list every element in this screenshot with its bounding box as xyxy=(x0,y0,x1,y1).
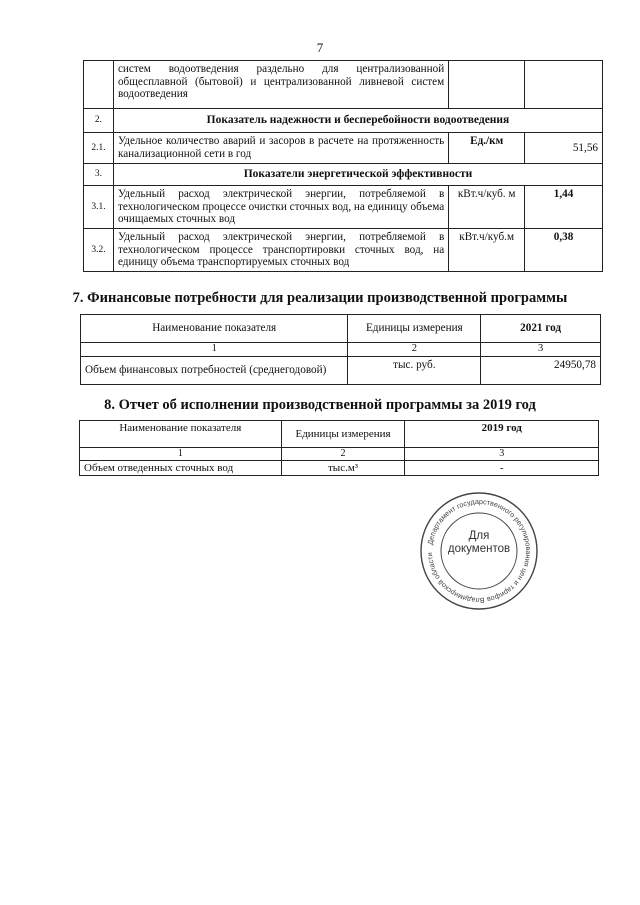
row-number: 2.1. xyxy=(84,133,114,164)
column-number: 1 xyxy=(81,343,348,357)
column-number: 3 xyxy=(481,343,601,357)
column-header: Единицы измерения xyxy=(281,421,405,448)
column-number: 2 xyxy=(281,448,405,461)
table-row xyxy=(84,186,603,229)
indicator-value: 0,38 xyxy=(525,229,603,272)
indicators-table xyxy=(83,60,603,272)
indicator-unit: Ед./км xyxy=(449,133,525,164)
indicator-name: Удельный расход электрической энергии, потребляемой в технологическом процессе транспортировки сточных вод, на единицу объема транспортируемых сточных вод xyxy=(113,229,448,272)
indicator-value: - xyxy=(405,461,599,476)
program-report-table xyxy=(79,420,599,476)
section-row xyxy=(84,164,603,186)
indicator-name: Удельный расход электрической энергии, потребляемой в технологическом процессе очистки сточных вод, на единицу объема очищаемых сточных вод xyxy=(113,186,448,229)
table-row xyxy=(81,356,601,384)
svg-text:Департамент государственного р: Департамент государственного регулирования цен и тарифов Владимирской области xyxy=(424,496,534,606)
stamp-center-text xyxy=(418,530,540,556)
indicator-unit: кВт.ч/куб. м xyxy=(449,186,525,229)
stamp-line: Для xyxy=(468,530,490,542)
indicator-value: 1,44 xyxy=(525,186,603,229)
table-row xyxy=(84,133,603,164)
column-header: Единицы измерения xyxy=(348,315,481,343)
table-row xyxy=(84,229,603,272)
column-number-row xyxy=(80,448,599,461)
table-row xyxy=(80,461,599,476)
indicator-unit: тыс.м³ xyxy=(281,461,405,476)
stamp-line: документов xyxy=(447,543,511,555)
column-number: 3 xyxy=(405,448,599,461)
page-number: 7 xyxy=(316,40,324,55)
indicator-value xyxy=(525,61,603,109)
section-row xyxy=(84,109,603,133)
section-title: Показатель надежности и бесперебойности водоотведения xyxy=(113,109,602,133)
section-number: 2. xyxy=(84,109,114,133)
table-row xyxy=(84,61,603,109)
indicator-unit xyxy=(449,61,525,109)
column-number-row xyxy=(81,343,601,357)
table-header-row xyxy=(81,315,601,343)
indicator-unit: кВт.ч/куб.м xyxy=(449,229,525,272)
row-number xyxy=(84,61,114,109)
indicator-value: 24950,78 xyxy=(481,356,601,384)
indicator-unit: тыс. руб. xyxy=(348,356,481,384)
column-header: 2021 год xyxy=(481,315,601,343)
column-header: Наименование показателя xyxy=(80,421,282,448)
indicator-name: Объем отведенных сточных вод xyxy=(80,461,282,476)
indicator-value: 51,56 xyxy=(525,133,603,164)
indicator-name: Объем финансовых потребностей (среднегодовой) xyxy=(81,356,348,384)
column-header: Наименование показателя xyxy=(81,315,348,343)
row-number: 3.2. xyxy=(84,229,114,272)
financial-needs-table xyxy=(80,314,601,385)
indicator-name: Удельное количество аварий и засоров в расчете на протяженность канализационной сети в год xyxy=(113,133,448,164)
table-header-row xyxy=(80,421,599,448)
column-number: 1 xyxy=(80,448,282,461)
section-number: 3. xyxy=(84,164,114,186)
indicator-name: систем водоотведения раздельно для централизованной общесплавной (бытовой) и централизованной ливневой систем водоотведения xyxy=(113,61,448,109)
row-number: 3.1. xyxy=(84,186,114,229)
column-number: 2 xyxy=(348,343,481,357)
column-header: 2019 год xyxy=(405,421,599,448)
section-8-heading: 8. Отчет об исполнении производственной программы за 2019 год xyxy=(104,397,536,413)
section-7-heading: 7. Финансовые потребности для реализации производственной программы xyxy=(72,290,568,306)
official-stamp xyxy=(418,490,540,612)
section-title: Показатели энергетической эффективности xyxy=(113,164,602,186)
